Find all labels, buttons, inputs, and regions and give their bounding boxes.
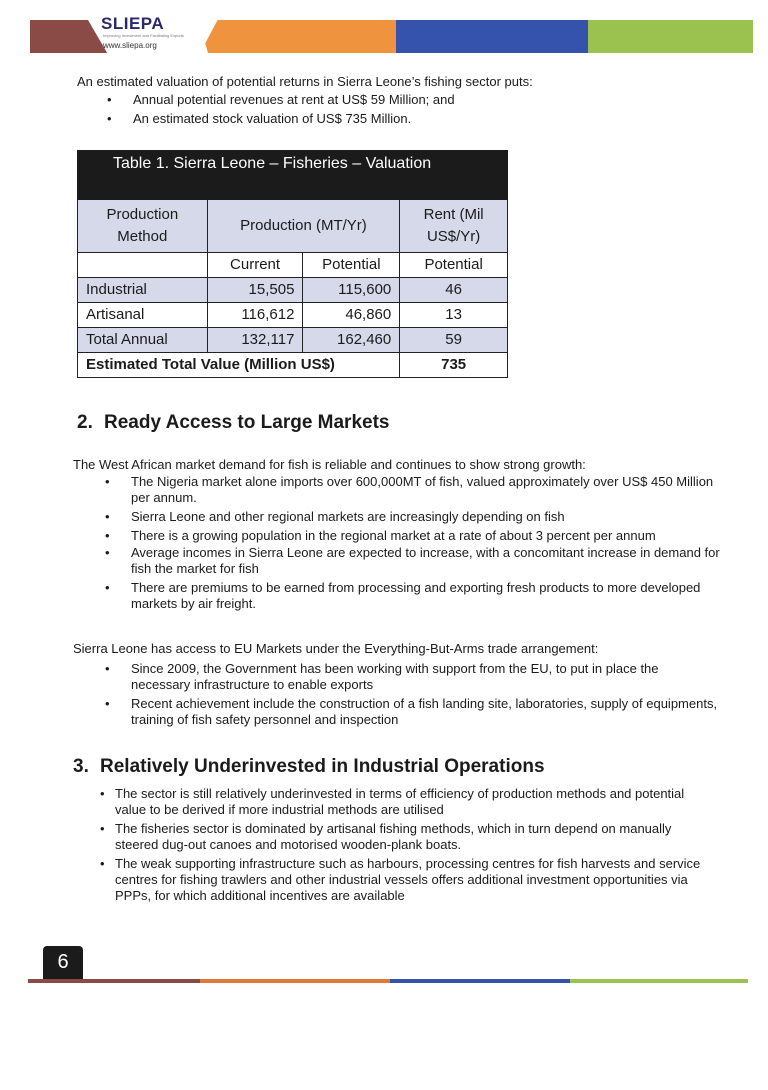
- bullet-icon: •: [105, 580, 110, 595]
- intro-bullet-list: [107, 92, 693, 127]
- list-item: • Average incomes in Sierra Leone are expected to increase, with a concomitant increase in demand for fish the market for fish: [105, 545, 720, 576]
- bullet-icon: •: [105, 509, 110, 524]
- bullet-icon: •: [100, 856, 105, 871]
- list-item: • The fisheries sector is dominated by artisanal fishing methods, which in turn depend on manually steered dug-out canoes and motorised wooden-plank boats.: [100, 821, 672, 852]
- list-item: • The weak supporting infrastructure such as harbours, processing centres for fish harvests and service centres for fishing trawlers and other industrial vessels offers additional investment opportunities via PPPs, for which additional incentives are available: [100, 856, 701, 903]
- eu-intro: Sierra Leone has access to EU Markets under the Everything-But-Arms trade arrangement:: [73, 641, 599, 656]
- footer-band-green: [570, 979, 748, 983]
- total-value: 735: [400, 352, 508, 377]
- row-potential: 46,860: [303, 302, 400, 327]
- bullet-icon: •: [105, 545, 110, 560]
- bullet-icon: •: [107, 111, 112, 126]
- bullet-icon: •: [100, 821, 105, 836]
- section-2-intro: The West African market demand for fish is reliable and continues to show strong growth:: [73, 457, 586, 472]
- logo-tagline: Improving Investment and Facilitating Exports: [103, 33, 184, 38]
- row-method: Industrial: [78, 277, 208, 302]
- section-number: 2.: [77, 412, 93, 433]
- header-band-blue: [396, 20, 588, 53]
- row-potential: 115,600: [303, 277, 400, 302]
- page-number: 6: [43, 946, 83, 979]
- row-method: Total Annual: [78, 327, 208, 352]
- table-title: Table 1. Sierra Leone – Fisheries – Valuation: [77, 150, 508, 200]
- table-subheader-row: [78, 252, 508, 277]
- eu-bullet-list: [105, 661, 721, 728]
- list-item: • Recent achievement include the construction of a fish landing site, laboratories, supply of equipments, training of fish safety personnel and inspection: [105, 696, 718, 727]
- bullet-icon: •: [105, 528, 110, 543]
- list-item: • Since 2009, the Government has been working with support from the EU, to put in place the necessary infrastructure to enable exports: [105, 661, 659, 692]
- row-current: 116,612: [207, 302, 303, 327]
- footer-band-brown: [28, 979, 200, 983]
- row-rent: 13: [400, 302, 508, 327]
- section-2-heading: 2. Ready Access to Large Markets: [77, 412, 390, 433]
- row-potential: 162,460: [303, 327, 400, 352]
- intro-text: An estimated valuation of potential returns in Sierra Leone’s fishing sector puts:: [77, 74, 533, 89]
- list-item: • Annual potential revenues at rent at US$ 59 Million; and: [107, 92, 455, 107]
- bullet-icon: •: [105, 696, 110, 711]
- row-rent: 46: [400, 277, 508, 302]
- valuation-table: [77, 150, 508, 378]
- footer-band-blue: [390, 979, 570, 983]
- list-item: • There is a growing population in the regional market at a rate of about 3 percent per annum: [105, 528, 656, 543]
- list-item: • The Nigeria market alone imports over 600,000MT of fish, valued approximately over US$ 450 Million per annum.: [105, 474, 714, 505]
- list-item: • There are premiums to be earned from processing and exporting fresh products to more developed markets by air freight.: [105, 580, 701, 611]
- table-header-row: [78, 200, 508, 252]
- list-item: • An estimated stock valuation of US$ 735 Million.: [107, 111, 412, 126]
- section-2-bullet-list: [105, 474, 721, 612]
- section-3-bullet-list: [100, 786, 715, 904]
- table-total-row: [78, 352, 508, 377]
- row-current: 15,505: [207, 277, 303, 302]
- header-production: Production (MT/Yr): [207, 200, 400, 252]
- table-row: [78, 302, 508, 327]
- header-rent: Rent (Mil US$/Yr): [400, 200, 508, 252]
- subheader-potential: Potential: [303, 252, 400, 277]
- table-row: [78, 277, 508, 302]
- bullet-icon: •: [105, 474, 110, 489]
- row-current: 132,117: [207, 327, 303, 352]
- list-item: • The sector is still relatively underinvested in terms of efficiency of production methods and potential value to be derived if more industrial methods are utilised: [100, 786, 685, 817]
- footer-band-orange: [200, 979, 390, 983]
- valuation-table-grid: [77, 200, 508, 378]
- subheader-current: Current: [207, 252, 303, 277]
- logo-url: www.sliepa.org: [103, 41, 157, 50]
- bullet-icon: •: [100, 786, 105, 801]
- page-header: [0, 0, 768, 60]
- logo: SLIEPA: [101, 14, 165, 33]
- table-row: [78, 327, 508, 352]
- subheader-rent-potential: Potential: [400, 252, 508, 277]
- header-production-method: Production Method: [78, 200, 208, 252]
- section-number: 3.: [73, 756, 89, 777]
- row-method: Artisanal: [78, 302, 208, 327]
- total-label: Estimated Total Value (Million US$): [78, 352, 400, 377]
- bullet-icon: •: [105, 661, 110, 676]
- row-rent: 59: [400, 327, 508, 352]
- bullet-icon: •: [107, 92, 112, 107]
- subheader-empty: [78, 252, 208, 277]
- list-item: • Sierra Leone and other regional markets are increasingly depending on fish: [105, 509, 565, 524]
- section-3-heading: 3. Relatively Underinvested in Industrial Operations: [73, 756, 545, 777]
- header-band-orange: [200, 20, 396, 53]
- header-band-green: [588, 20, 753, 53]
